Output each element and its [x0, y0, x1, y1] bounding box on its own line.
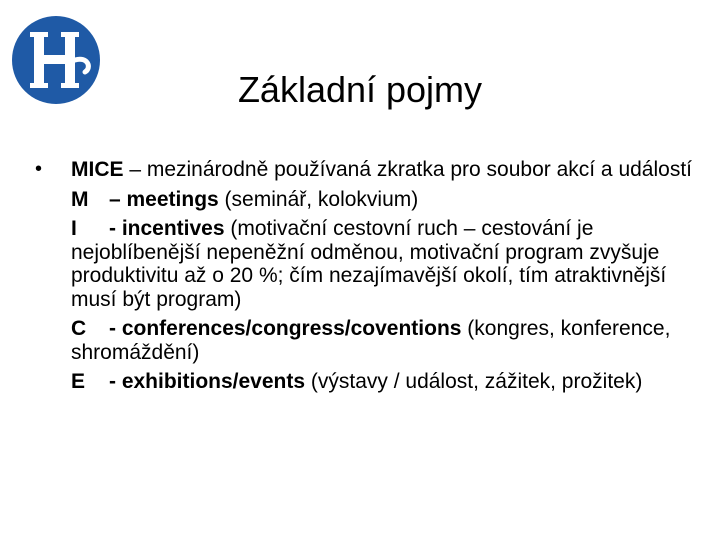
item-term: - conferences/congress/coventions — [109, 317, 462, 340]
list-item-meetings — [34, 188, 694, 212]
bullet-icon: • — [35, 158, 43, 180]
letter-h-logo-icon — [10, 14, 102, 106]
list-item-exhibitions — [34, 370, 694, 394]
item-letter: E — [71, 370, 86, 393]
definition-list — [34, 158, 694, 394]
item-text: (motivační cestovní ruch – cestování je nejoblíbenější nepeněžní odměnou, motivační program zvyšuje produktivitu až o 20 %; čím nezajímavější okolí, tím atraktivnější musí být program) — [71, 217, 667, 311]
item-term: - exhibitions/events — [109, 370, 306, 393]
item-text: (seminář, kolokvium) — [218, 187, 419, 211]
item-letter: M — [71, 187, 89, 211]
item-term: - incentives — [109, 217, 225, 240]
item-letter: I — [71, 217, 77, 240]
item-letter: C — [71, 317, 87, 340]
term-mice: MICE — [71, 158, 124, 181]
item-text: (kongres, konference, shromáždění) — [71, 317, 671, 364]
item-text: (výstavy / událost, zážitek, prožitek) — [305, 370, 643, 393]
item-term: – meetings — [109, 187, 219, 211]
intro-text: – mezinárodně používaná zkratka pro soubor akcí a událostí — [123, 158, 692, 181]
list-item-intro — [34, 158, 694, 182]
list-item-incentives — [34, 217, 694, 311]
page-title: Základní pojmy — [237, 69, 483, 111]
list-item-conferences — [34, 317, 694, 364]
